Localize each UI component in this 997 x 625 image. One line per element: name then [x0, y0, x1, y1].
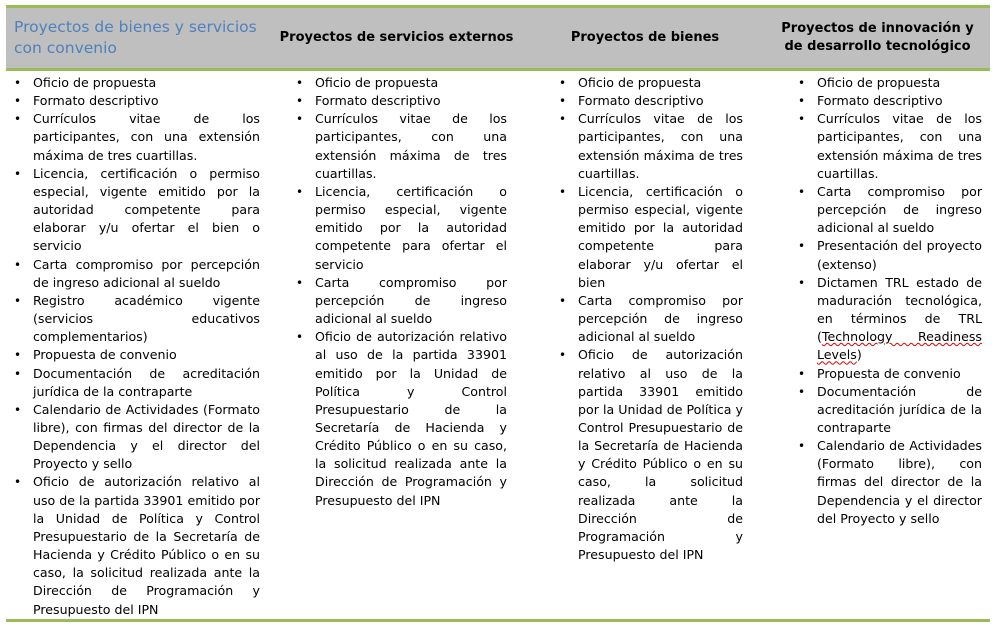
list-item: • Currículos vitae de los participantes, con una extensión máxima de tres cuartillas.: [315, 110, 507, 183]
list-item: • Propuesta de convenio: [817, 365, 982, 383]
cell-col4: [765, 70, 990, 621]
header-servicios-externos: Proyectos de servicios externos: [268, 7, 525, 70]
list-item: • Licencia, certificación o permiso especial, vigente emitido por la autoridad competente para elaborar y/u ofertar el bien: [578, 183, 743, 292]
list-item: • Oficio de propuesta: [578, 74, 743, 92]
requirements-table-wrapper: [6, 5, 990, 622]
list-col3: [559, 74, 743, 564]
list-item: • Oficio de propuesta: [33, 74, 260, 92]
cell-col2: [268, 70, 525, 621]
list-item: • Formato descriptivo: [578, 92, 743, 110]
list-item: • Propuesta de convenio: [33, 346, 260, 364]
list-col2: [296, 74, 507, 510]
list-item: • Currículos vitae de los participantes, con una extensión máxima de tres cuartillas.: [578, 110, 743, 183]
list-item: • Currículos vitae de los participantes, con una extensión máxima de tres cuartillas.: [33, 110, 260, 164]
list-item: • Documentación de acreditación jurídica de la contraparte: [33, 365, 260, 401]
list-item: • Oficio de autorización relativo al uso de la partida 33901 emitido por la Unidad de Política y Control Presupuestario de la Secretaría de Hacienda y Crédito Público o en su caso, la solicitud realizada ante la Dirección de Programación y Presupuesto del IPN: [315, 328, 507, 510]
list-item: • Registro académico vigente (servicios educativos complementarios): [33, 292, 260, 346]
cell-col3: [525, 70, 765, 621]
list-item: • Documentación de acreditación jurídica de la contraparte: [817, 383, 982, 437]
trl-text: Dictamen TRL estado de maduración tecnológica, en términos de TRL (: [817, 274, 982, 345]
list-item: • Oficio de autorización relativo al uso de la partida 33901 emitido por la Unidad de Política y Control Presupuestario de la Secretaría de Hacienda y Crédito Público o en su caso, la solicitud realizada ante la Dirección de Programación y Presupuesto del IPN: [33, 473, 260, 618]
list-item-trl: [817, 274, 982, 365]
header-bienes-servicios-convenio: Proyectos de bienes y servicios con convenio: [6, 7, 268, 70]
trl-close: ): [856, 347, 862, 363]
list-item: • Formato descriptivo: [33, 92, 260, 110]
list-item: • Presentación del proyecto (extenso): [817, 237, 982, 273]
list-item: • Calendario de Actividades (Formato libre), con firmas del director de la Dependencia y el director del Proyecto y sello: [817, 437, 982, 528]
list-item: • Carta compromiso por percepción de ingreso adicional al sueldo: [315, 274, 507, 328]
list-item: • Currículos vitae de los participantes, con una extensión máxima de tres cuartillas.: [817, 110, 982, 183]
list-item: • Oficio de propuesta: [315, 74, 507, 92]
header-row: [6, 7, 990, 70]
header-innovacion-desarrollo: Proyectos de innovación y de desarrollo tecnológico: [765, 7, 990, 70]
list-col4: [798, 74, 982, 528]
trl-underlined-term: Technology Readiness Levels: [817, 329, 982, 363]
list-item: • Oficio de propuesta: [817, 74, 982, 92]
list-item: • Oficio de autorización relativo al uso de la partida 33901 emitido por la Unidad de Política y Control Presupuestario de la Secretaría de Hacienda y Crédito Público o en su caso, la solicitud realizada ante la Dirección de Programación y Presupuesto del IPN: [578, 346, 743, 564]
header-bienes: Proyectos de bienes: [525, 7, 765, 70]
list-item: • Licencia, certificación o permiso especial, vigente emitido por la autoridad competente para elaborar y/u ofertar el bien o servicio: [33, 165, 260, 256]
cell-col1: [6, 70, 268, 621]
list-item: • Calendario de Actividades (Formato libre), con firmas del director de la Dependencia y el director del Proyecto y sello: [33, 401, 260, 474]
table-row: [6, 70, 990, 621]
list-item: • Licencia, certificación o permiso especial, vigente emitido por la autoridad competente para ofertar el servicio: [315, 183, 507, 274]
table-header: [6, 7, 990, 70]
list-col1: [14, 74, 260, 619]
list-item: • Formato descriptivo: [817, 92, 982, 110]
list-item: • Carta compromiso por percepción de ingreso adicional al sueldo: [578, 292, 743, 346]
list-item: • Formato descriptivo: [315, 92, 507, 110]
list-item: • Carta compromiso por percepción de ingreso adicional al sueldo: [33, 256, 260, 292]
table-body: [6, 70, 990, 621]
requirements-table: [6, 5, 990, 622]
list-item: • Carta compromiso por percepción de ingreso adicional al sueldo: [817, 183, 982, 237]
